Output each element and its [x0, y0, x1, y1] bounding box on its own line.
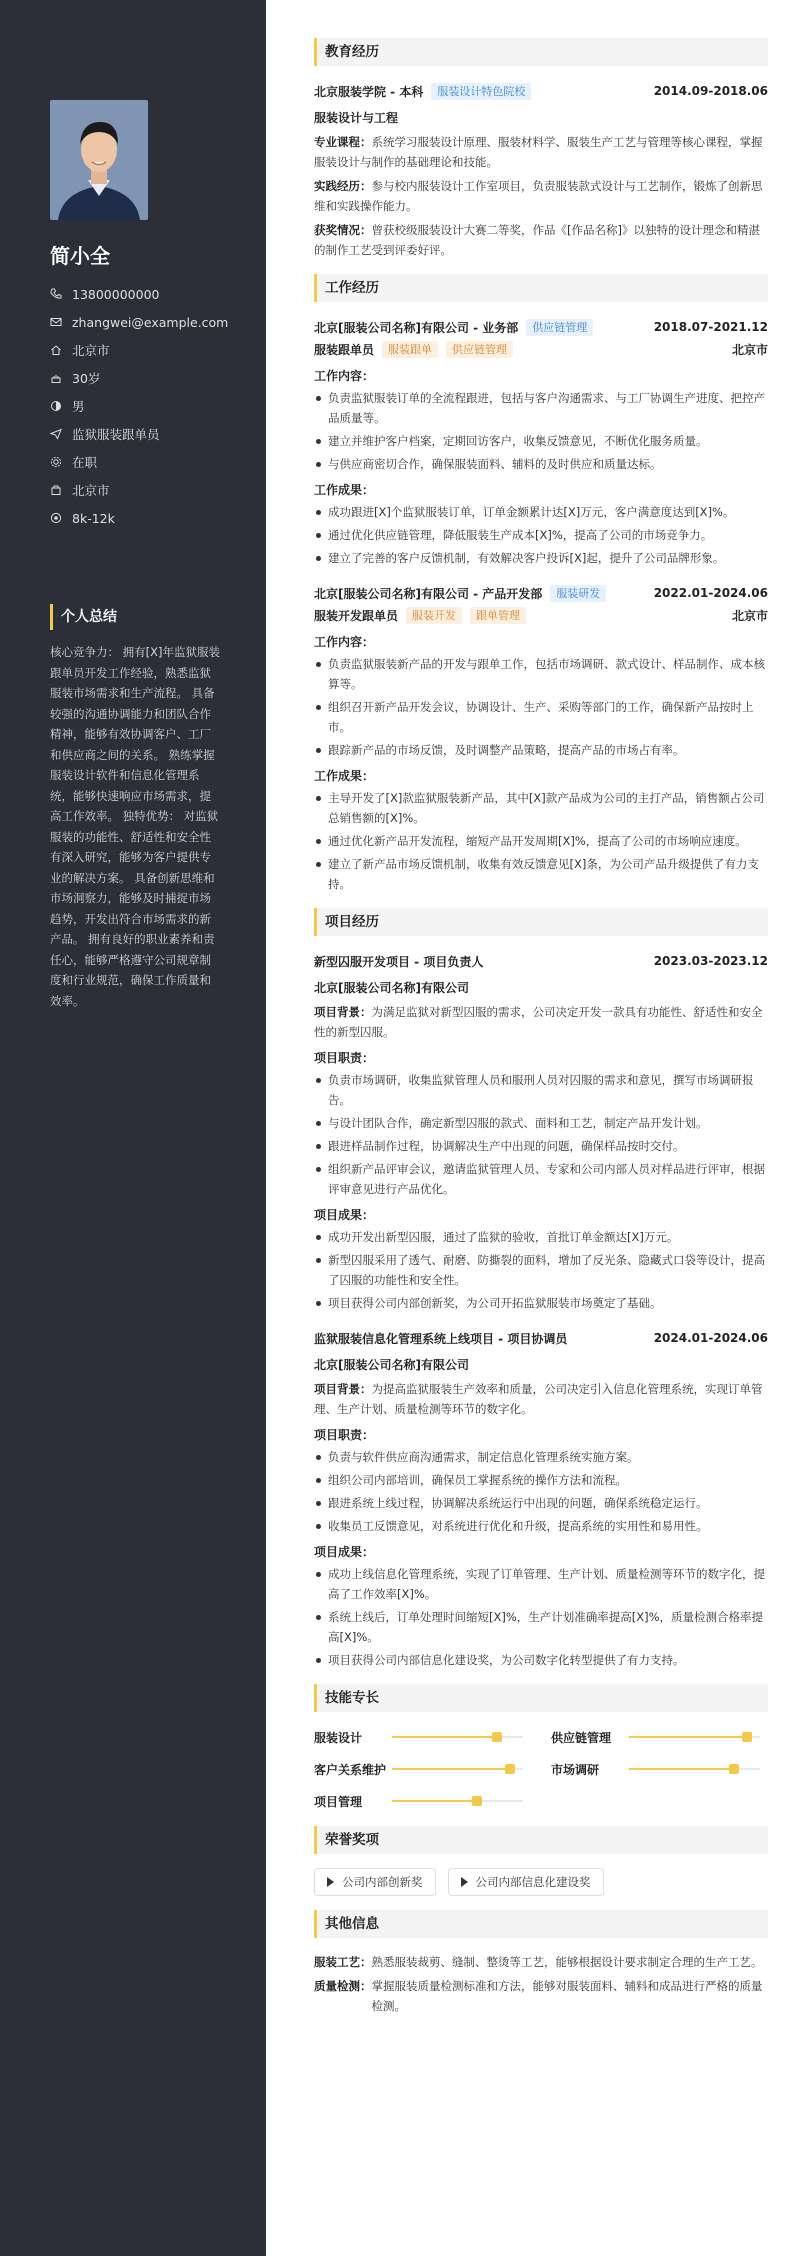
- skill-item: [314, 1758, 531, 1780]
- project-background: 项目背景：为满足监狱对新型囚服的需求，公司决定开发一款具有功能性、舒适性和安全性的新型囚服。: [314, 1005, 763, 1039]
- send-icon: [50, 428, 62, 440]
- skill-item: [314, 1726, 531, 1748]
- list-item: 跟踪新产品的市场反馈，及时调整产品策略，提高产品的市场占有率。: [314, 740, 768, 760]
- list-item: 新型囚服采用了透气、耐磨、防撕裂的面料，增加了反光条、隐藏式口袋等设计，提高了囚服的功能性和安全性。: [314, 1250, 768, 1290]
- project-entry: [314, 1327, 768, 1670]
- education-header: [314, 80, 768, 102]
- job-entry: [314, 316, 768, 568]
- list-item: 建立并维护客户档案，定期回访客户，收集反馈意见，不断优化服务质量。: [314, 431, 768, 451]
- job-city: 北京市: [731, 608, 768, 623]
- major: 服装设计与工程: [314, 111, 399, 125]
- duty-label: 项目职责：: [314, 1051, 375, 1065]
- contact-phone: [50, 280, 228, 308]
- other-key: 服装工艺：: [314, 1955, 372, 1969]
- result-label: 项目成果：: [314, 1545, 375, 1559]
- result-label: 工作成果：: [314, 483, 375, 497]
- list-item: 组织新产品评审会议，邀请监狱管理人员、专家和公司内部人员对样品进行评审，根据评审意见进行产品优化。: [314, 1159, 768, 1199]
- section-title: 教育经历: [314, 38, 768, 66]
- skills-grid: [314, 1726, 768, 1812]
- job-header: [314, 316, 768, 338]
- skill-label: 市场调研: [551, 1762, 600, 1777]
- section-title: 项目经历: [314, 908, 768, 936]
- section-title: 技能专长: [314, 1684, 768, 1712]
- job-date: 2018.07-2021.12: [653, 320, 768, 334]
- project-background: 项目背景：为提高监狱服装生产效率和质量，公司决定引入信息化管理系统，实现订单管理、生产计划、质量检测等环节的数字化。: [314, 1382, 763, 1416]
- school-name: 北京服装学院 - 本科: [314, 84, 424, 99]
- skill-item: [551, 1758, 768, 1780]
- project-header: [314, 950, 768, 972]
- sidebar: [0, 0, 266, 2256]
- play-icon: [327, 1877, 334, 1887]
- list-item: 建立了完善的客户反馈机制，有效解决客户投诉[X]起，提升了公司品牌形象。: [314, 548, 768, 568]
- skill-label: 项目管理: [314, 1794, 363, 1809]
- job-city: 北京市: [731, 342, 768, 357]
- skills-section: [314, 1684, 768, 1812]
- job-result-list: [314, 788, 768, 894]
- contact-text: 北京市: [72, 483, 110, 498]
- contact-status: [50, 448, 228, 476]
- award-label: 公司内部创新奖: [342, 1875, 423, 1889]
- list-item: 负责市场调研，收集监狱管理人员和服刑人员对囚服的需求和意见，撰写市场调研报告。: [314, 1070, 768, 1110]
- job-content-list: [314, 388, 768, 474]
- role-tag: 跟单管理: [470, 607, 526, 624]
- age-icon: [50, 372, 62, 384]
- skill-bar: [629, 1736, 760, 1738]
- project-date: 2023.03-2023.12: [653, 954, 768, 968]
- contact-list: [50, 280, 228, 532]
- other-value: 掌握服装质量检测标准和方法，能够对服装面料、辅料和成品进行严格的质量检测。: [371, 1979, 763, 2013]
- project-section: [314, 908, 768, 1670]
- list-item: 项目获得公司内部信息化建设奖，为公司数字化转型提供了有力支持。: [314, 1650, 768, 1670]
- list-item: 主导开发了[X]款监狱服装新产品，其中[X]款产品成为公司的主打产品，销售额占公司总销售额的[X]%。: [314, 788, 768, 828]
- project-date: 2024.01-2024.06: [653, 1331, 768, 1345]
- contact-gender: [50, 392, 228, 420]
- list-item: 跟进样品制作过程，协调解决生产中出现的问题，确保样品按时交付。: [314, 1136, 768, 1156]
- project-header: [314, 1327, 768, 1349]
- job-role-row: [314, 338, 768, 360]
- skill-bar-fill: [392, 1768, 510, 1770]
- contact-salary: [50, 504, 228, 532]
- project-company: 北京[服装公司名称]有限公司: [314, 981, 469, 995]
- section-title: 荣誉奖项: [314, 1826, 768, 1854]
- project-name: 监狱服装信息化管理系统上线项目 - 项目协调员: [314, 1331, 568, 1346]
- salary-icon: [50, 512, 62, 524]
- location-icon: [50, 484, 62, 496]
- honors-section: [314, 1826, 768, 1896]
- other-key: 质量检测：: [314, 1979, 372, 1993]
- skill-bar: [392, 1768, 523, 1770]
- job-role-row: [314, 604, 768, 626]
- job-result-list: [314, 502, 768, 568]
- skill-bar-knob: [492, 1732, 502, 1742]
- education-courses: 专业课程：系统学习服装设计原理、服装材料学、服装生产工艺与管理等核心课程，掌握服装设计与制作的基础理论和技能。: [314, 135, 763, 169]
- list-item: 建立了新产品市场反馈机制，收集有效反馈意见[X]条，为公司产品升级提供了有力支持。: [314, 854, 768, 894]
- job-content-list: [314, 654, 768, 760]
- award-label: 公司内部信息化建设奖: [475, 1875, 591, 1889]
- skill-label: 客户关系维护: [314, 1762, 387, 1777]
- education-section: [314, 38, 768, 260]
- award-list: [314, 1868, 768, 1896]
- candidate-name: 简小全: [50, 244, 110, 268]
- job-company: 北京[服装公司名称]有限公司 - 业务部: [314, 320, 519, 335]
- job-role: 服装开发跟单员: [314, 608, 399, 623]
- skill-bar-fill: [629, 1768, 734, 1770]
- education-practice: 实践经历：参与校内服装设计工作室项目，负责服装款式设计与工艺制作，锻炼了创新思维和实践操作能力。: [314, 179, 763, 213]
- contact-text: 男: [72, 399, 85, 414]
- skill-bar-knob: [742, 1732, 752, 1742]
- skill-bar-knob: [729, 1764, 739, 1774]
- skill-bar: [392, 1800, 523, 1802]
- dept-tag: 服装研发: [550, 585, 606, 602]
- avatar: [50, 100, 148, 220]
- list-item: 与设计团队合作，确定新型囚服的款式、面料和工艺，制定产品开发计划。: [314, 1113, 768, 1133]
- main-content: [266, 0, 794, 2256]
- status-icon: [50, 456, 62, 468]
- education-date: 2014.09-2018.06: [653, 84, 768, 98]
- project-name: 新型囚服开发项目 - 项目负责人: [314, 954, 484, 969]
- skill-item: [551, 1726, 768, 1748]
- contact-age: [50, 364, 228, 392]
- contact-city: [50, 336, 228, 364]
- home-icon: [50, 344, 62, 356]
- skill-item: [314, 1790, 531, 1812]
- list-item: 成功开发出新型囚服，通过了监狱的验收，首批订单金额达[X]万元。: [314, 1227, 768, 1247]
- list-item: 项目获得公司内部创新奖，为公司开拓监狱服装市场奠定了基础。: [314, 1293, 768, 1313]
- list-item: 跟进系统上线过程，协调解决系统运行中出现的问题，确保系统稳定运行。: [314, 1493, 768, 1513]
- contact-text: 北京市: [72, 343, 110, 358]
- project-duty-list: [314, 1070, 768, 1199]
- skill-bar: [392, 1736, 523, 1738]
- result-label: 项目成果：: [314, 1208, 375, 1222]
- list-item: 负责监狱服装订单的全流程跟进，包括与客户沟通需求、与工厂协调生产进度、把控产品质量等。: [314, 388, 768, 428]
- role-tag: 服装开发: [406, 607, 462, 624]
- skill-bar-knob: [472, 1796, 482, 1806]
- project-duty-list: [314, 1447, 768, 1536]
- list-item: 通过优化新产品开发流程，缩短产品开发周期[X]%，提高了公司的市场响应速度。: [314, 831, 768, 851]
- dept-tag: 供应链管理: [526, 319, 593, 336]
- contact-text: zhangwei@example.com: [72, 314, 229, 330]
- avatar-photo: [50, 100, 148, 220]
- section-title: 其他信息: [314, 1910, 768, 1938]
- job-entry: [314, 582, 768, 894]
- play-icon: [461, 1877, 468, 1887]
- list-item: 负责监狱服装新产品的开发与跟单工作，包括市场调研、款式设计、样品制作、成本核算等。: [314, 654, 768, 694]
- project-company: 北京[服装公司名称]有限公司: [314, 1358, 469, 1372]
- list-item: 组织公司内部培训，确保员工掌握系统的操作方法和流程。: [314, 1470, 768, 1490]
- skill-bar-fill: [392, 1800, 477, 1802]
- other-section: [314, 1910, 768, 2016]
- content-label: 工作内容：: [314, 635, 375, 649]
- job-company: 北京[服装公司名称]有限公司 - 产品开发部: [314, 586, 543, 601]
- result-label: 工作成果：: [314, 769, 375, 783]
- skill-bar: [629, 1768, 760, 1770]
- contact-position: [50, 420, 228, 448]
- list-item: 通过优化供应链管理，降低服装生产成本[X]%，提高了公司的市场竞争力。: [314, 525, 768, 545]
- award-badge: [448, 1868, 604, 1896]
- contact-text: 13800000000: [72, 286, 160, 302]
- list-item: 成功上线信息化管理系统，实现了订单管理、生产计划、质量检测等环节的数字化，提高了工作效率[X]%。: [314, 1564, 768, 1604]
- role-tag: 供应链管理: [446, 341, 513, 358]
- skill-label: 服装设计: [314, 1730, 363, 1745]
- other-item: [314, 1952, 768, 1972]
- project-result-list: [314, 1564, 768, 1670]
- list-item: 成功跟进[X]个监狱服装订单，订单金额累计达[X]万元，客户满意度达到[X]%。: [314, 502, 768, 522]
- duty-label: 项目职责：: [314, 1428, 375, 1442]
- job-header: [314, 582, 768, 604]
- skill-bar-fill: [392, 1736, 497, 1738]
- school-tag: 服装设计特色院校: [431, 83, 531, 100]
- list-item: 与供应商密切合作，确保服装面料、辅料的及时供应和质量达标。: [314, 454, 768, 474]
- content-label: 工作内容：: [314, 369, 375, 383]
- list-item: 收集员工反馈意见，对系统进行优化和升级，提高系统的实用性和易用性。: [314, 1516, 768, 1536]
- work-section: [314, 274, 768, 894]
- contact-text: 30岁: [72, 371, 101, 386]
- list-item: 组织召开新产品开发会议，协调设计、生产、采购等部门的工作，确保新产品按时上市。: [314, 697, 768, 737]
- skill-bar-fill: [629, 1736, 747, 1738]
- education-award: 获奖情况：曾获校级服装设计大赛二等奖，作品《[作品名称]》以独特的设计理念和精湛的制作工艺受到评委好评。: [314, 223, 760, 257]
- summary-text: 核心竞争力： 拥有[X]年监狱服装跟单员开发工作经验，熟悉监狱服装市场需求和生产流程。 具备较强的沟通协调能力和团队合作精神，能够有效协调客户、工厂和供应商之间的关系。 熟练掌握服装设计软件和信息化管理系统，能够快速响应市场需求，提高工作效率。 独特优势： 对监狱服装的功能性、舒适性和安全性有深入研究，能够为客户提供专业的解决方案。 具备创新思维和市场洞察力，能够及时捕捉市场趋势，开发出符合市场需求的新产品。 拥有良好的职业素养和责任心，能够严格遵守公司规章制度和行业规范，确保工作质量和效率。: [50, 645, 221, 1008]
- contact-text: 监狱服装跟单员: [72, 427, 160, 442]
- contact-email: [50, 308, 228, 336]
- list-item: 系统上线后，订单处理时间缩短[X]%，生产计划准确率提高[X]%，质量检测合格率提高[X]%。: [314, 1607, 768, 1647]
- list-item: 负责与软件供应商沟通需求，制定信息化管理系统实施方案。: [314, 1447, 768, 1467]
- gender-icon: [50, 400, 62, 412]
- other-item: [314, 1976, 768, 2016]
- contact-text: 8k-12k: [72, 510, 115, 526]
- other-value: 熟悉服装裁剪、缝制、整烫等工艺，能够根据设计要求制定合理的生产工艺。: [371, 1955, 763, 1969]
- section-title: 工作经历: [314, 274, 768, 302]
- skill-bar-knob: [505, 1764, 515, 1774]
- award-badge: [314, 1868, 436, 1896]
- job-role: 服装跟单员: [314, 342, 375, 357]
- project-result-list: [314, 1227, 768, 1313]
- project-entry: [314, 950, 768, 1313]
- phone-icon: [50, 288, 62, 300]
- summary-title: 个人总结: [50, 604, 230, 630]
- skill-label: 供应链管理: [551, 1730, 612, 1745]
- job-date: 2022.01-2024.06: [653, 586, 768, 600]
- contact-location: [50, 476, 228, 504]
- contact-text: 在职: [72, 455, 98, 470]
- mail-icon: [50, 316, 62, 328]
- role-tag: 服装跟单: [382, 341, 438, 358]
